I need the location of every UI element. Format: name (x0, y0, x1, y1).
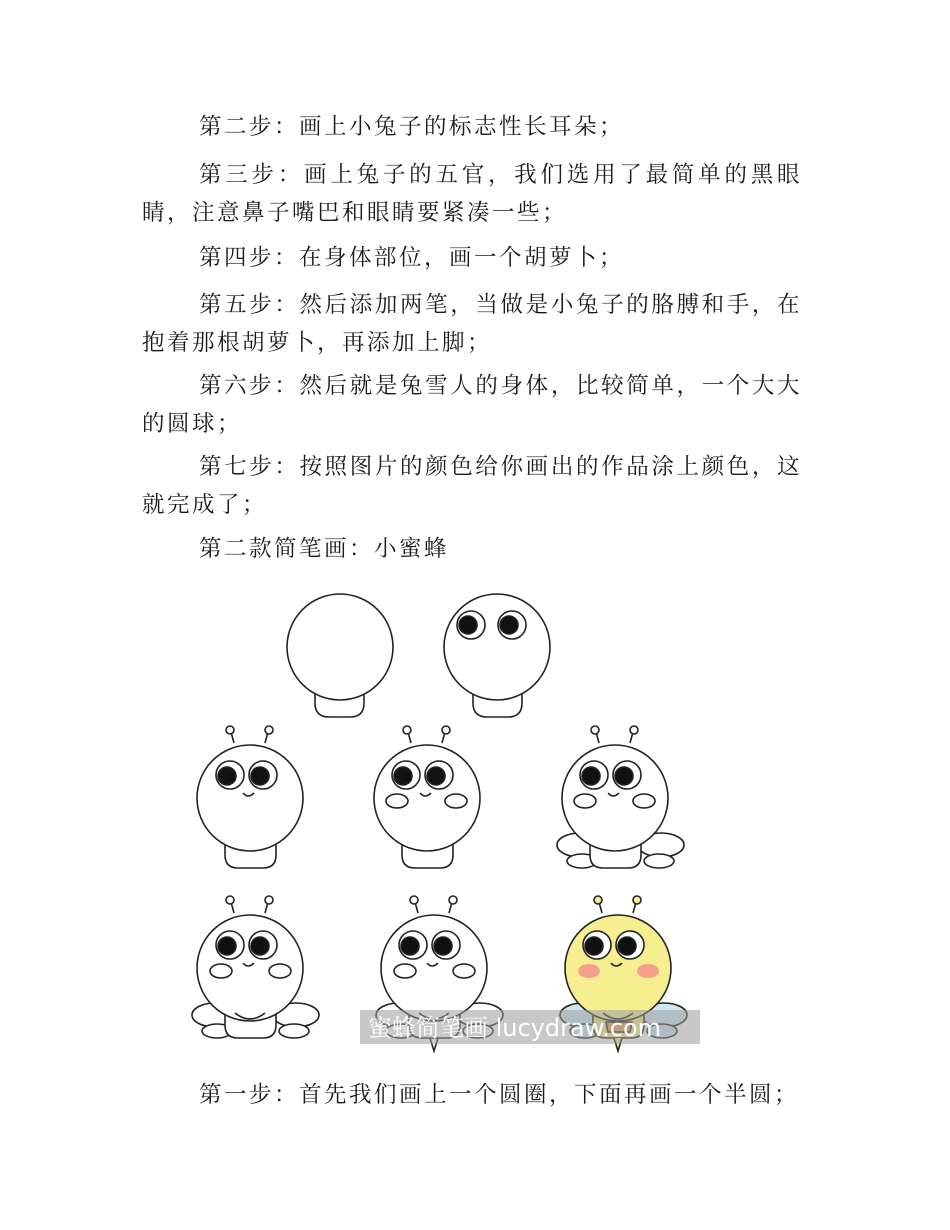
bee-step-1 (287, 594, 393, 717)
paragraph-step-6: 第六步：然后就是兔雪人的身体，比较简单，一个大大的圆球； (142, 373, 802, 437)
bee-step-4 (374, 726, 480, 868)
paragraph-step-4: 第四步：在身体部位，画一个胡萝卜； (199, 245, 625, 271)
paragraph-bee-step-1: 第一步：首先我们画上一个圆圈，下面再画一个半圆； (199, 1082, 800, 1108)
bee-step-3 (197, 726, 303, 868)
bee-drawing-steps-figure (180, 585, 720, 1065)
paragraph-step-5: 第五步：然后添加两笔，当做是小兔子的胳膊和手，在抱着那根胡萝卜，再添加上脚； (142, 292, 802, 356)
bee-step-6 (192, 896, 319, 1038)
paragraph-step-2: 第二步：画上小兔子的标志性长耳朵； (199, 114, 625, 140)
paragraph-step-7: 第七步：按照图片的颜色给你画出的作品涂上颜色，这就完成了； (142, 454, 802, 518)
watermark (360, 1010, 700, 1044)
bee-step-2 (444, 594, 550, 717)
bee-step-5 (557, 726, 684, 868)
section-heading-bee: 第二款简笔画：小蜜蜂 (199, 536, 450, 562)
paragraph-step-3: 第三步：画上兔子的五官，我们选用了最简单的黑眼睛，注意鼻子嘴巴和眼睛要紧凑一些； (142, 162, 802, 226)
watermark-text: 蜜蜂简笔画 lucydraw.com (368, 1014, 662, 1042)
